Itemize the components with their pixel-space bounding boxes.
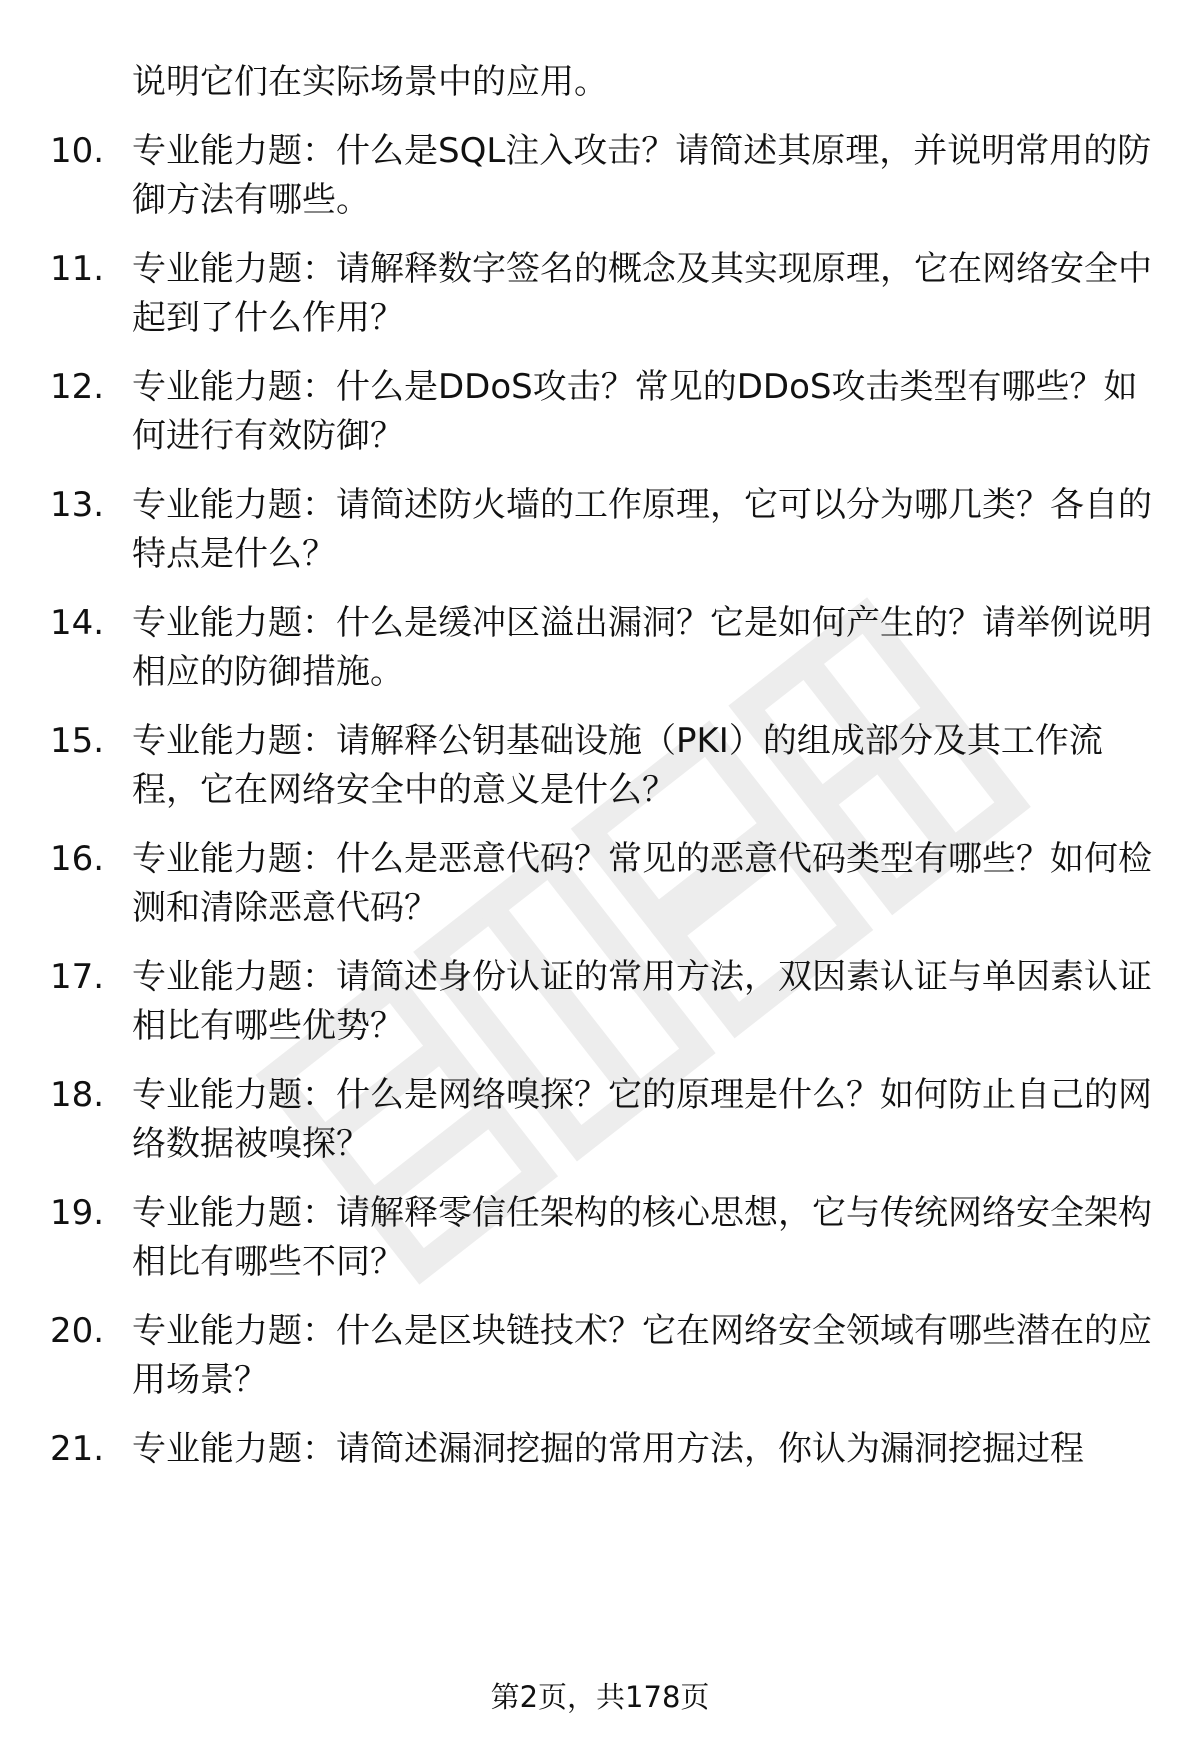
question-number: 10. [50,131,105,171]
question-number: 18. [50,1075,105,1115]
page-number-footer: 第2页，共178页 [490,1680,710,1714]
question-text: 专业能力题：请解释公钥基础设施（PKI）的组成部分及其工作流程，它在网络安全中的意义是什么？ [132,721,1103,810]
continuation-text: 说明它们在实际场景中的应用。 [132,62,608,102]
question-number: 16. [50,839,105,879]
question-text: 专业能力题：什么是SQL注入攻击？请简述其原理，并说明常用的防御方法有哪些。 [132,131,1152,220]
question-text: 专业能力题：什么是网络嗅探？它的原理是什么？如何防止自己的网络数据被嗅探？ [132,1075,1152,1164]
question-text: 专业能力题：什么是DDoS攻击？常见的DDoS攻击类型有哪些？如何进行有效防御？ [132,367,1138,456]
question-number: 20. [50,1311,105,1351]
question-number: 13. [50,485,105,525]
question-text: 专业能力题：什么是区块链技术？它在网络安全领域有哪些潜在的应用场景？ [132,1311,1152,1400]
question-number: 14. [50,603,105,643]
question-number: 11. [50,249,105,289]
question-text: 专业能力题：请解释零信任架构的核心思想，它与传统网络安全架构相比有哪些不同？ [132,1193,1152,1282]
question-number: 19. [50,1193,105,1233]
question-text: 专业能力题：请简述身份认证的常用方法，双因素认证与单因素认证相比有哪些优势？ [132,957,1152,1046]
question-text: 专业能力题：请简述漏洞挖掘的常用方法，你认为漏洞挖掘过程 [132,1429,1084,1469]
question-number: 17. [50,957,105,997]
question-text: 专业能力题：请简述防火墙的工作原理，它可以分为哪几类？各自的特点是什么？ [132,485,1152,574]
question-text: 专业能力题：什么是恶意代码？常见的恶意代码类型有哪些？如何检测和清除恶意代码？ [132,839,1152,928]
question-number: 15. [50,721,105,761]
question-number: 12. [50,367,105,407]
question-text: 专业能力题：请解释数字签名的概念及其实现原理，它在网络安全中起到了什么作用？ [132,249,1152,338]
question-number: 21. [50,1429,105,1469]
question-text: 专业能力题：什么是缓冲区溢出漏洞？它是如何产生的？请举例说明相应的防御措施。 [132,603,1152,692]
